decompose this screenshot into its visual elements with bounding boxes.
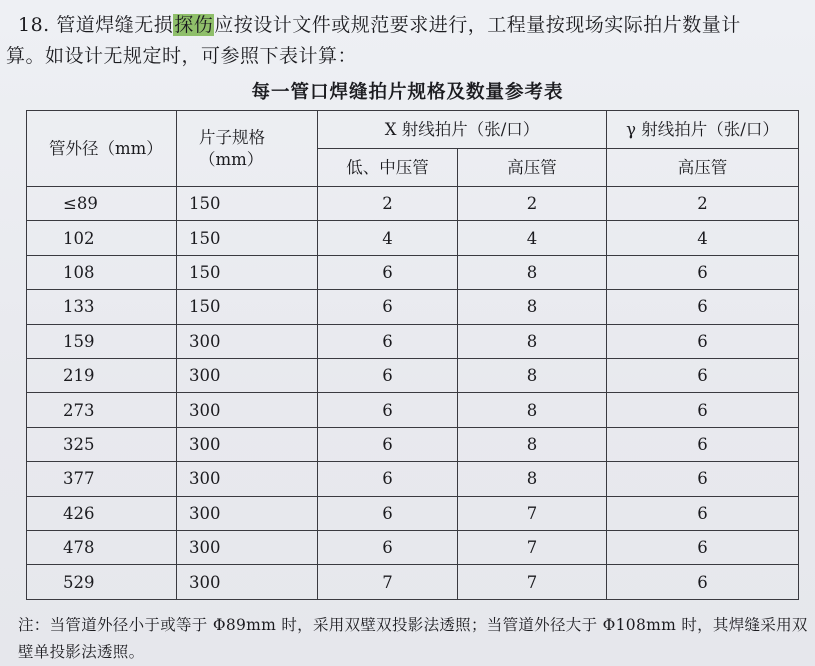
cell-diameter: 377 xyxy=(27,462,177,496)
cell-diameter: 426 xyxy=(27,496,177,530)
highlighted-term: 探伤 xyxy=(174,14,214,36)
paragraph-text: 18. 管道焊缝无损 xyxy=(18,14,174,36)
header-xray: X 射线拍片（张/口） xyxy=(318,111,607,149)
cell-xray-high: 8 xyxy=(458,290,607,324)
cell-gamma: 6 xyxy=(607,393,799,427)
cell-spec: 300 xyxy=(177,324,318,358)
cell-xray-low: 6 xyxy=(318,290,458,324)
cell-xray-high: 7 xyxy=(458,531,607,565)
cell-xray-low: 6 xyxy=(318,393,458,427)
header-gamma: γ 射线拍片（张/口） xyxy=(607,111,799,149)
table-row xyxy=(27,255,799,289)
table-row xyxy=(27,359,799,393)
cell-gamma: 6 xyxy=(607,496,799,530)
cell-gamma: 2 xyxy=(607,187,799,221)
cell-gamma: 6 xyxy=(607,565,799,600)
cell-xray-high: 7 xyxy=(458,496,607,530)
cell-spec: 150 xyxy=(177,290,318,324)
cell-gamma: 4 xyxy=(607,221,799,255)
cell-xray-high: 8 xyxy=(458,255,607,289)
cell-spec: 300 xyxy=(177,565,318,600)
cell-xray-high: 8 xyxy=(458,393,607,427)
cell-gamma: 6 xyxy=(607,359,799,393)
header-diameter: 管外径（mm） xyxy=(27,111,177,187)
header-gamma-high: 高压管 xyxy=(607,149,799,187)
reference-table xyxy=(26,110,799,600)
table-row xyxy=(27,427,799,461)
cell-diameter: 102 xyxy=(27,221,177,255)
cell-spec: 150 xyxy=(177,255,318,289)
cell-gamma: 6 xyxy=(607,427,799,461)
cell-gamma: 6 xyxy=(607,531,799,565)
cell-xray-low: 6 xyxy=(318,462,458,496)
cell-xray-low: 2 xyxy=(318,187,458,221)
cell-diameter: 478 xyxy=(27,531,177,565)
table-title: 每一管口焊缝拍片规格及数量参考表 xyxy=(251,82,564,103)
table-row xyxy=(27,187,799,221)
cell-xray-high: 4 xyxy=(458,221,607,255)
cell-xray-high: 7 xyxy=(458,565,607,600)
header-xray-high: 高压管 xyxy=(458,149,607,187)
cell-spec: 300 xyxy=(177,427,318,461)
cell-diameter: 108 xyxy=(27,255,177,289)
cell-xray-low: 6 xyxy=(318,496,458,530)
footnote: 注：当管道外径小于或等于 Φ89mm 时，采用双壁双投影法透照；当管道外径大于 Φ108mm 时，其焊缝采用双壁单投影法透照。 xyxy=(18,616,808,661)
cell-spec: 150 xyxy=(177,221,318,255)
cell-diameter: 529 xyxy=(27,565,177,600)
cell-diameter: 159 xyxy=(27,324,177,358)
cell-xray-low: 6 xyxy=(318,531,458,565)
cell-spec: 300 xyxy=(177,359,318,393)
cell-xray-high: 8 xyxy=(458,462,607,496)
header-xray-low: 低、中压管 xyxy=(318,149,458,187)
cell-diameter: 273 xyxy=(27,393,177,427)
header-spec: 片子规格（mm） xyxy=(177,111,318,187)
cell-diameter: 133 xyxy=(27,290,177,324)
paragraph-line-1 xyxy=(6,10,806,41)
cell-xray-low: 6 xyxy=(318,359,458,393)
cell-gamma: 6 xyxy=(607,290,799,324)
cell-xray-low: 4 xyxy=(318,221,458,255)
cell-spec: 300 xyxy=(177,393,318,427)
paragraph-text: 应按设计文件或规范要求进行，工程量按现场实际拍片数量计 xyxy=(214,14,741,36)
cell-diameter: ≤89 xyxy=(27,187,177,221)
cell-spec: 300 xyxy=(177,462,318,496)
cell-xray-low: 6 xyxy=(318,427,458,461)
paragraph-18 xyxy=(6,10,806,72)
cell-gamma: 6 xyxy=(607,324,799,358)
cell-xray-low: 6 xyxy=(318,324,458,358)
table-row xyxy=(27,496,799,530)
table-row xyxy=(27,221,799,255)
cell-spec: 150 xyxy=(177,187,318,221)
cell-xray-high: 8 xyxy=(458,359,607,393)
paragraph-line-2: 算。如设计无规定时，可参照下表计算： xyxy=(6,45,358,67)
table-row xyxy=(27,565,799,600)
cell-gamma: 6 xyxy=(607,255,799,289)
cell-xray-low: 6 xyxy=(318,255,458,289)
table-row xyxy=(27,462,799,496)
cell-diameter: 325 xyxy=(27,427,177,461)
table-row xyxy=(27,324,799,358)
cell-xray-low: 7 xyxy=(318,565,458,600)
cell-spec: 300 xyxy=(177,496,318,530)
table-row xyxy=(27,290,799,324)
cell-xray-high: 2 xyxy=(458,187,607,221)
cell-xray-high: 8 xyxy=(458,427,607,461)
cell-xray-high: 8 xyxy=(458,324,607,358)
cell-spec: 300 xyxy=(177,531,318,565)
cell-gamma: 6 xyxy=(607,462,799,496)
table-row xyxy=(27,531,799,565)
cell-diameter: 219 xyxy=(27,359,177,393)
table-row xyxy=(27,393,799,427)
